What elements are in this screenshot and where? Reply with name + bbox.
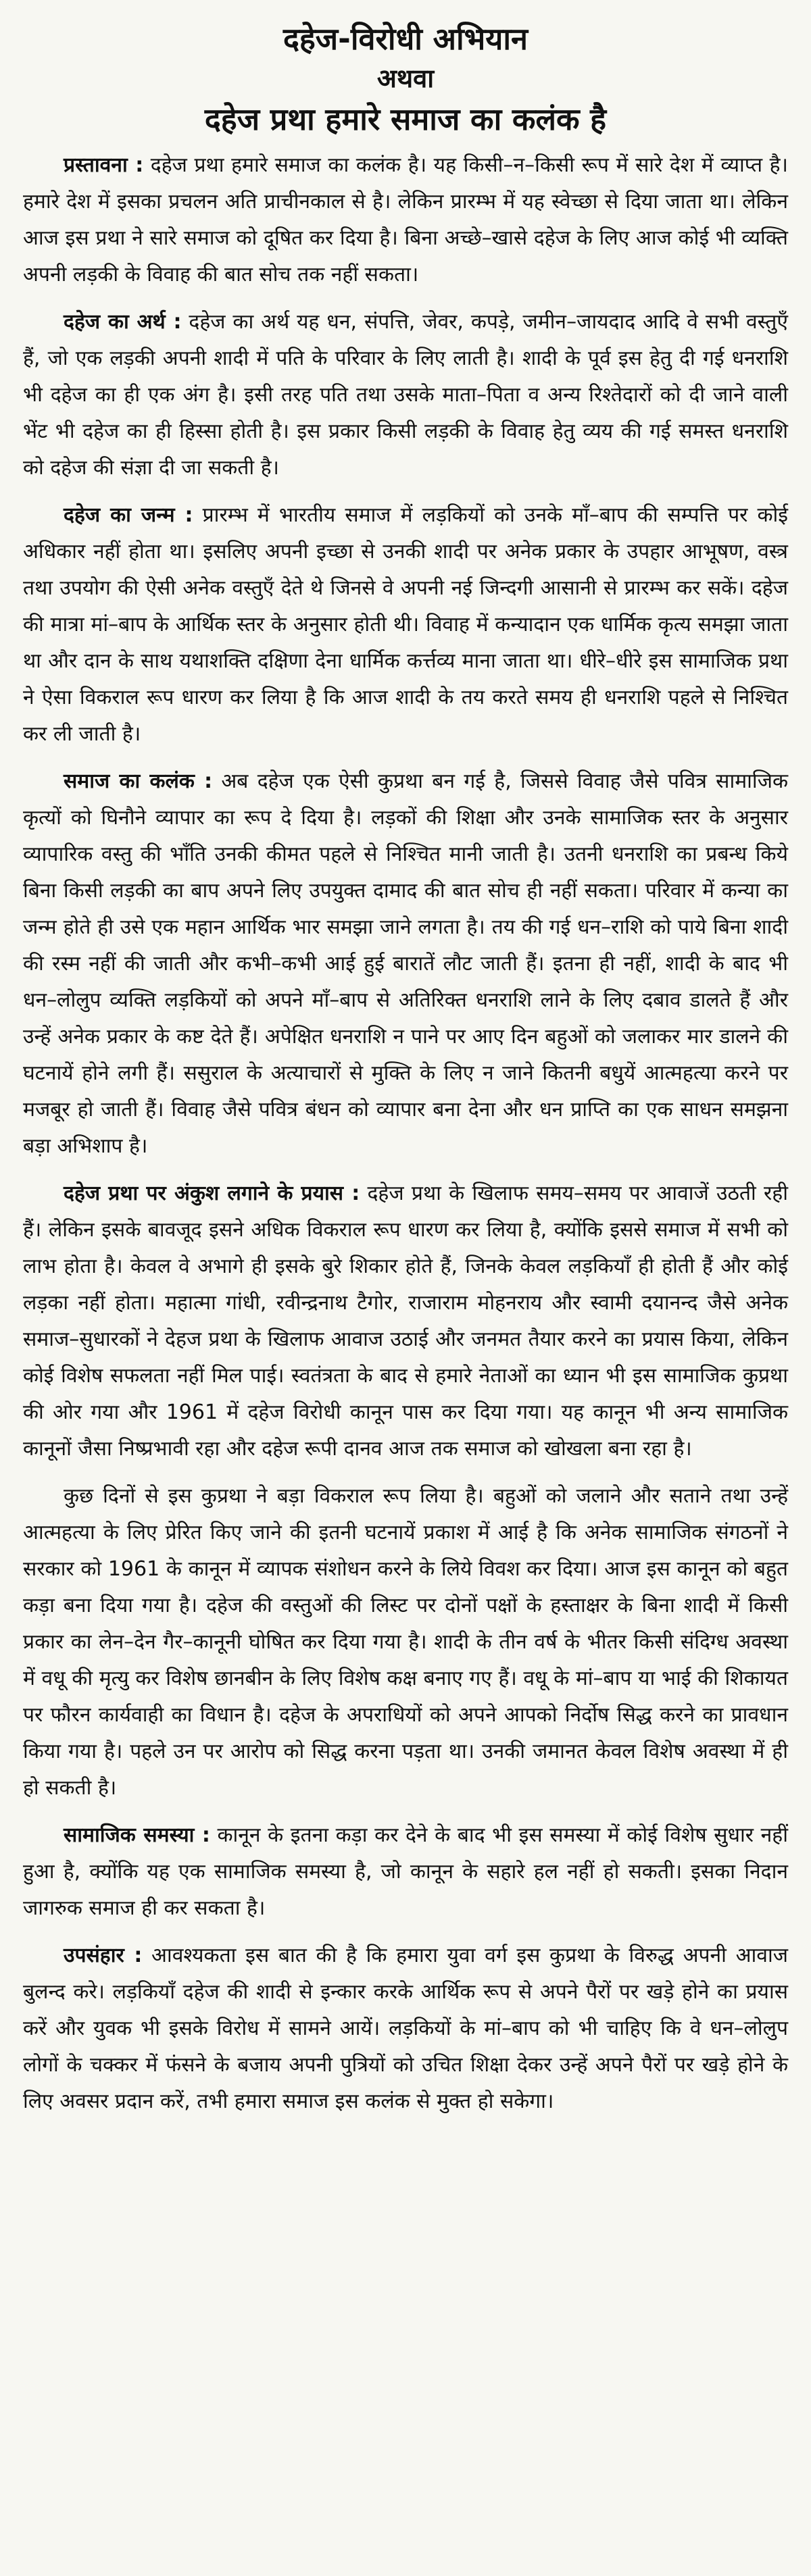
section-text: दहेज का अर्थ यह धन, संपत्ति, जेवर, कपड़े, जमीन–जायदाद आदि वे सभी वस्तुएँ हैं, जो एक लड़की अपनी शादी में पति के परिवार के लिए लाती है। शादी के पूर्व इस हेतु दी गई धनराशि भी दहेज का ही एक अंग है। इसी तरह पति तथा उसके माता–पिता व अन्य रिश्तेदारों को दी जाने वाली भेंट भी दहेज का ही हिस्सा होती है। इस प्रकार किसी लड़की के विवाह हेतु व्यय की गई समस्त धनराशि को दहेज की संज्ञा दी जा सकती है।: [23, 310, 788, 480]
section-text: कुछ दिनों से इस कुप्रथा ने बड़ा विकराल रूप लिया है। बहुओं को जलाने और सताने तथा उन्हें आत्महत्या के लिए प्रेरित किए जाने की इतनी घटनायें प्रकाश में आई है कि अनेक सामाजिक संगठनों ने सरकार को 1961 के कानून में व्यापक संशोधन करने के लिये विवश कर दिया। आज इस कानून को बहुत कड़ा बना दिया गया है। दहेज की वस्तुओं की लिस्ट पर दोनों पक्षों के हस्ताक्षर के बिना शादी में किसी प्रकार का लेन–देन गैर–कानूनी घोषित कर दिया गया है। शादी के तीन वर्ष के भीतर किसी संदिग्ध अवस्था में वधू की मृत्यु कर विशेष छानबीन के लिए विशेष कक्ष बनाए गए हैं। वधू के मां–बाप या भाई की शिकायत पर फौरन कार्यवाही का विधान है। दहेज के अपराधियों को अपने आपको निर्दोष सिद्ध करने का प्रावधान किया गया है। पहले उन पर आरोप को सिद्ध करना पड़ता था। उनकी जमानत केवल विशेष अवस्था में ही हो सकती है।: [23, 1484, 788, 1800]
alternate-title-separator: अथवा: [376, 64, 435, 93]
section-efforts: [23, 1176, 788, 1467]
section-conclusion: [23, 1938, 788, 2120]
section-heading: उपसंहार :: [64, 1944, 143, 1967]
essay-subtitle: दहेज प्रथा हमारे समाज का कलंक है: [204, 101, 607, 137]
section-heading: सामाजिक समस्या :: [64, 1823, 210, 1847]
section-text: दहेज प्रथा के खिलाफ समय–समय पर आवाजें उठती रही हैं। लेकिन इसके बावजूद इसने अधिक विकराल रूप धारण कर लिया है, क्योंकि इससे समाज में सभी को लाभ होता है। केवल वे अभागे ही इसके बुरे शिकार होते हैं, जिनके केवल लड़कियाँ ही होती हैं और कोई लड़का नहीं होता। महात्मा गांधी, रवीन्द्रनाथ टैगोर, राजाराम मोहनराय और स्वामी दयानन्द जैसे अनेक समाज–सुधारकों ने देहज प्रथा के खिलाफ आवाज उठाई और जनमत तैयार करने का प्रयास किया, लेकिन कोई विशेष सफलता नहीं मिल पाई। स्वतंत्रता के बाद से हमारे नेताओं का ध्यान भी इस सामाजिक कुप्रथा की ओर गया और 1961 में दहेज विरोधी कानून पास कर दिया गया। यह कानून भी अन्य सामाजिक कानूनों जैसा निष्प्रभावी रहा और दहेज रूपी दानव आज तक समाज को खोखला बना रहा है।: [23, 1182, 788, 1461]
section-heading: दहेज प्रथा पर अंकुश लगाने के प्रयास :: [64, 1182, 360, 1205]
essay-title: दहेज-विरोधी अभियान: [283, 21, 528, 57]
section-heading: समाज का कलंक :: [64, 769, 213, 793]
section-introduction: [23, 147, 788, 293]
section-social-stigma: [23, 763, 788, 1165]
title-block: [23, 20, 788, 139]
section-origin: [23, 497, 788, 753]
section-heading: प्रस्तावना :: [64, 153, 144, 177]
section-text: दहेज प्रथा हमारे समाज का कलंक है। यह किसी–न–किसी रूप में सारे देश में व्याप्त है। हमारे देश में इसका प्रचलन अति प्राचीनकाल से है। लेकिन प्रारम्भ में यह स्वेच्छा से दिया जाता था। लेकिन आज इस प्रथा ने सारे समाज को दूषित कर दिया है। बिना अच्छे–खासे दहेज के लिए आज कोई भी व्यक्ति अपनी लड़की के विवाह की बात सोच तक नहीं सकता।: [23, 153, 788, 286]
section-recent-law: [23, 1478, 788, 1807]
section-meaning: [23, 304, 788, 486]
section-heading: दहेज का अर्थ :: [64, 310, 182, 334]
section-text: अब दहेज एक ऐसी कुप्रथा बन गई है, जिससे विवाह जैसे पवित्र सामाजिक कृत्यों को घिनौने व्यापार का रूप दे दिया है। लड़कों की शिक्षा और उनके सामाजिक स्तर के अनुसार व्यापारिक वस्तु की भाँति उनकी कीमत पहले से निश्चित मानी जाती है। उतनी धनराशि का प्रबन्ध किये बिना किसी लड़की का बाप अपने लिए उपयुक्त दामाद की बात सोच ही नहीं सकता। परिवार में कन्या का जन्म होते ही उसे एक महान आर्थिक भार समझा जाने लगता है। तय की गई धन–राशि को पाये बिना शादी की रस्म नहीं की जाती और कभी–कभी आई हुई बारातें लौट जाती हैं। इतना ही नहीं, शादी के बाद भी धन–लोलुप व्यक्ति लड़कियों को अपने माँ–बाप से अतिरिक्त धनराशि लाने के लिए दबाव डालते हैं और उन्हें अनेक प्रकार के कष्ट देते हैं। अपेक्षित धनराशि न पाने पर आए दिन बहुओं को जलाकर मार डालने की घटनायें होने लगी हैं। ससुराल के अत्याचारों से मुक्ति के लिए न जाने कितनी बधुयें आत्महत्या करने पर मजबूर हो जाती हैं। विवाह जैसे पवित्र बंधन को व्यापार बना देना और धन प्राप्ति का एक साधन समझना बड़ा अभिशाप है।: [23, 769, 789, 1158]
section-text: प्रारम्भ में भारतीय समाज में लड़कियों को उनके माँ–बाप की सम्पत्ति पर कोई अधिकार नहीं होता था। इसलिए अपनी इच्छा से उनकी शादी पर अनेक प्रकार के उपहार आभूषण, वस्त्र तथा उपयोग की ऐसी अनेक वस्तुएँ देते थे जिनसे वे अपनी नई जिन्दगी आसानी से प्रारम्भ कर सकें। दहेज की मात्रा मां–बाप के आर्थिक स्तर के अनुसार होती थी। विवाह में कन्यादान एक धार्मिक कृत्य समझा जाता था और दान के साथ यथाशक्ति दक्षिणा देना धार्मिक कर्त्तव्य माना जाता था। धीरे–धीरे इस सामाजिक प्रथा ने ऐसा विकराल रूप धारण कर लिया है कि आज शादी के तय करते समय ही धनराशि पहले से निश्चित कर ली जाती है।: [23, 503, 788, 746]
section-text: आवश्यकता इस बात की है कि हमारा युवा वर्ग इस कुप्रथा के विरुद्ध अपनी आवाज बुलन्द करे। लड़कियाँ दहेज की शादी से इन्कार करके आर्थिक रूप से अपने पैरों पर खड़े होने का प्रयास करें और युवक भी इसके विरोध में सामने आयें। लड़कियों के मां–बाप को भी चाहिए कि वे धन–लोलुप लोगों के चक्कर में फंसने के बजाय अपनी पुत्रियों को उचित शिक्षा देकर उन्हें अपने पैरों पर खड़े होने के लिए अवसर प्रदान करें, तभी हमारा समाज इस कलंक से मुक्त हो सकेगा।: [23, 1944, 789, 2113]
section-heading: दहेज का जन्म :: [64, 503, 193, 527]
section-text: कानून के इतना कड़ा कर देने के बाद भी इस समस्या में कोई विशेष सुधार नहीं हुआ है, क्योंकि यह एक सामाजिक समस्या है, जो कानून के सहारे हल नहीं हो सकती। इसका निदान जागरुक समाज ही कर सकता है।: [23, 1823, 788, 1920]
section-social-problem: [23, 1817, 788, 1927]
